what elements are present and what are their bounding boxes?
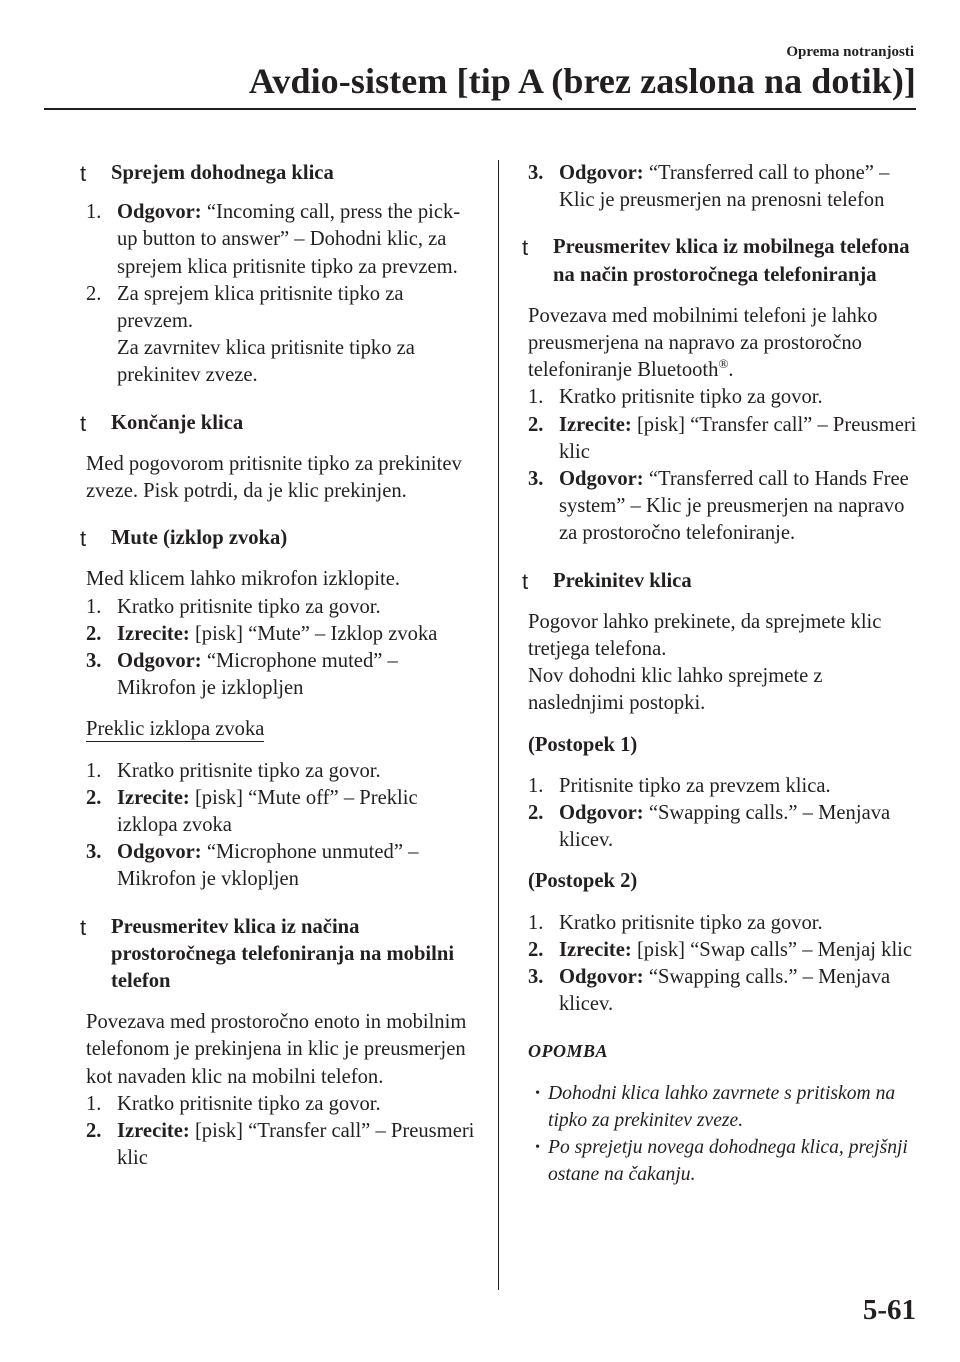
note-bullet: • Dohodni klica lahko zavrnete s pritiskom na tipko za prekinitev zveze. (528, 1080, 918, 1134)
header-section: Oprema notranjosti (786, 44, 914, 60)
list-item: 2. Za sprejem klica pritisnite tipko za prevzem. Za zavrnitev klica pritisnite tipko za prekinitev zveze. (86, 282, 415, 387)
list-item: 3. Odgovor: “Transferred call to phone” – Klic je preusmerjen na prenosni telefon (528, 162, 890, 212)
list-item: 1. Odgovor: “Incoming call, press the pick-up button to answer” – Dohodni klic, za sprejem klica pritisnite tipko za prevzem. (86, 201, 461, 278)
paragraph: Nov dohodni klic lahko sprejmete z naslednjimi postopki. (528, 665, 823, 715)
page-number: 5-61 (862, 1294, 916, 1326)
note-bullet: • Po sprejetju novega dohodnega klica, prejšnji ostane na čakanju. (528, 1134, 918, 1188)
list-item: 2. Izrecite: [pisk] “Transfer call” – Preusmeri klic (86, 1120, 475, 1170)
bullet-icon: • (535, 1085, 540, 1101)
list-item: 1. Kratko pritisnite tipko za govor. (86, 595, 381, 618)
list-item: 2. Izrecite: [pisk] “Swap calls” – Menjaj klic (528, 938, 913, 961)
section-marker-icon: t (80, 410, 87, 436)
bullet-icon: • (535, 1140, 540, 1156)
section-marker-icon: t (80, 161, 87, 186)
list-item: 1. Pritisnite tipko za prevzem klica. (528, 774, 831, 797)
list-item: 3. Odgovor: “Microphone muted” – Mikrofon je izklopljen (86, 650, 398, 700)
header-rule (44, 108, 916, 110)
section-marker-icon: t (522, 568, 529, 594)
paragraph: Med klicem lahko mikrofon izklopite. (86, 568, 400, 591)
paragraph: Povezava med prostoročno enoto in mobilnim telefonom je prekinjena in klic je preusmerjen kot navaden klic na mobilni telefon. (86, 1011, 467, 1088)
subheading: Preklic izklopa zvoka (86, 718, 265, 741)
list-item: 2. Odgovor: “Swapping calls.” – Menjava klicev. (528, 802, 891, 852)
column-divider (498, 160, 499, 1290)
section-marker-icon: t (522, 235, 529, 261)
procedure-title: (Postopek 2) (528, 870, 638, 893)
list-item: 2. Izrecite: [pisk] “Transfer call” – Preusmeri klic (528, 413, 917, 463)
list-item: 1. Kratko pritisnite tipko za govor. (528, 386, 823, 409)
list-item: 1. Kratko pritisnite tipko za govor. (86, 759, 381, 782)
list-item: 1. Kratko pritisnite tipko za govor. (528, 911, 823, 934)
paragraph: Med pogovorom pritisnite tipko za prekinitev zveze. Pisk potrdi, da je klic prekinjen. (86, 452, 462, 503)
section-heading: t Sprejem dohodnega klica (80, 161, 334, 186)
section-marker-icon: t (80, 914, 87, 940)
list-item: 3. Odgovor: “Swapping calls.” – Menjava klicev. (528, 966, 891, 1016)
left-column (80, 160, 476, 1173)
paragraph: Pogovor lahko prekinete, da sprejmete klic tretjega telefona. (528, 610, 882, 661)
section-heading: t Prekinitev klica (522, 568, 692, 594)
list-item: 1. Kratko pritisnite tipko za govor. (86, 1092, 381, 1115)
section-heading: t Končanje klica (80, 410, 244, 436)
section-heading: t Preusmeritev klica iz mobilnega telefona na način prostoročnega telefoniranja (522, 235, 910, 286)
list-item: 2. Izrecite: [pisk] “Mute off” – Preklic izklopa zvoka (86, 786, 418, 837)
section-heading: t Mute (izklop zvoka) (80, 526, 288, 552)
section-marker-icon: t (80, 526, 87, 552)
paragraph: Povezava med mobilnimi telefoni je lahko preusmerjena na napravo za prostoročno telefoniranje Bluetooth®. (528, 304, 878, 382)
section-heading: t Preusmeritev klica iz načina prostoročnega telefoniranja na mobilni telefon (80, 914, 455, 993)
note-title: OPOMBA (528, 1041, 609, 1062)
right-column (522, 160, 918, 1189)
list-item: 3. Odgovor: “Microphone unmuted” – Mikrofon je vklopljen (86, 841, 419, 891)
list-item: 2. Izrecite: [pisk] “Mute” – Izklop zvoka (86, 622, 438, 645)
header-title: Avdio-sistem [tip A (brez zaslona na dotik)] (248, 61, 916, 101)
procedure-title: (Postopek 1) (528, 733, 638, 756)
list-item: 3. Odgovor: “Transferred call to Hands Free system” – Klic je preusmerjen na napravo za prostoročno telefoniranje. (528, 468, 909, 545)
